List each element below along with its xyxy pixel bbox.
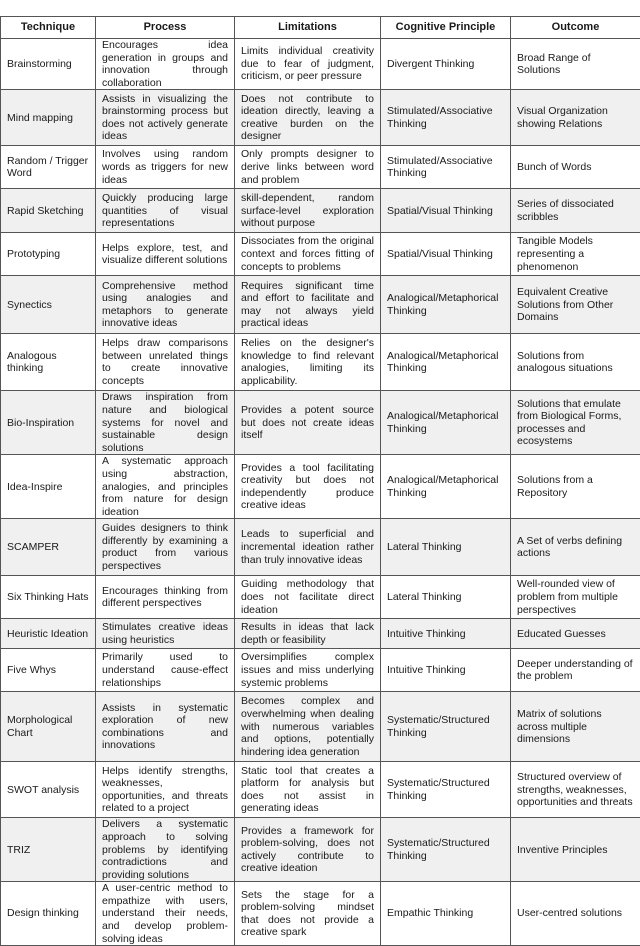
cell-limitations: Dissociates from the original context and forces fitting of concepts to problems — [235, 233, 381, 276]
cell-outcome: Solutions from a Repository — [511, 455, 640, 519]
techniques-table — [0, 16, 640, 946]
table-row — [1, 276, 640, 334]
cell-technique: SCAMPER — [1, 519, 96, 576]
cell-outcome: Equivalent Creative Solutions from Other Domains — [511, 276, 640, 334]
cell-principle: Intuitive Thinking — [381, 619, 511, 649]
cell-principle: Analogical/Metaphorical Thinking — [381, 391, 511, 455]
table-row — [1, 455, 640, 519]
cell-process: Draws inspiration from nature and biological systems for novel and sustainable design solutions — [96, 391, 235, 455]
cell-outcome: Structured overview of strengths, weaknesses, opportunities and threats — [511, 762, 640, 818]
cell-technique: Bio-Inspiration — [1, 391, 96, 455]
cell-process: Primarily used to understand cause-effect relationships — [96, 649, 235, 692]
cell-limitations: Oversimplifies complex issues and miss underlying systemic problems — [235, 649, 381, 692]
cell-process: Assists in visualizing the brainstorming process but does not actively generate ideas — [96, 90, 235, 146]
cell-limitations: Provides a framework for problem-solving, does not actively contribute to creative ideation — [235, 818, 381, 882]
cell-outcome: Educated Guesses — [511, 619, 640, 649]
table-header-row — [1, 17, 640, 39]
cell-outcome: Inventive Principles — [511, 818, 640, 882]
cell-limitations: Becomes complex and overwhelming when dealing with numerous variables and options, potentially hindering idea generation — [235, 692, 381, 762]
cell-principle: Analogical/Metaphorical Thinking — [381, 455, 511, 519]
table-row — [1, 619, 640, 649]
cell-process: Quickly producing large quantities of visual representations — [96, 189, 235, 233]
cell-process: Encourages idea generation in groups and innovation through collaboration — [96, 39, 235, 90]
cell-limitations: Sets the stage for a problem-solving mindset that does not provide a creative spark — [235, 882, 381, 946]
table-row — [1, 146, 640, 189]
cell-principle: Analogical/Metaphorical Thinking — [381, 276, 511, 334]
cell-technique: Mind mapping — [1, 90, 96, 146]
cell-limitations: Guiding methodology that does not facilitate direct ideation — [235, 576, 381, 619]
cell-principle: Systematic/Structured Thinking — [381, 818, 511, 882]
table-row — [1, 189, 640, 233]
header-outcome: Outcome — [511, 17, 640, 39]
cell-process: Helps identify strengths, weaknesses, opportunities, and threats related to a project — [96, 762, 235, 818]
header-technique: Technique — [1, 17, 96, 39]
cell-outcome: Solutions that emulate from Biological Forms, processes and ecosystems — [511, 391, 640, 455]
cell-outcome: A Set of verbs defining actions — [511, 519, 640, 576]
cell-principle: Spatial/Visual Thinking — [381, 189, 511, 233]
cell-process: Guides designers to think differently by examining a product from various perspectives — [96, 519, 235, 576]
cell-principle: Spatial/Visual Thinking — [381, 233, 511, 276]
cell-outcome: Bunch of Words — [511, 146, 640, 189]
cell-principle: Stimulated/Associative Thinking — [381, 146, 511, 189]
cell-principle: Analogical/Metaphorical Thinking — [381, 334, 511, 391]
cell-limitations: Provides a tool facilitating creativity but does not independently produce creative ideas — [235, 455, 381, 519]
cell-technique: Brainstorming — [1, 39, 96, 90]
cell-limitations: Limits individual creativity due to fear of judgment, criticism, or peer pressure — [235, 39, 381, 90]
cell-limitations: Does not contribute to ideation directly, leaving a creative burden on the designer — [235, 90, 381, 146]
cell-principle: Divergent Thinking — [381, 39, 511, 90]
cell-principle: Systematic/Structured Thinking — [381, 762, 511, 818]
cell-process: Comprehensive method using analogies and metaphors to generate innovative ideas — [96, 276, 235, 334]
cell-limitations: Results in ideas that lack depth or feasibility — [235, 619, 381, 649]
table-row — [1, 882, 640, 946]
cell-technique: Synectics — [1, 276, 96, 334]
cell-technique: SWOT analysis — [1, 762, 96, 818]
cell-process: A systematic approach using abstraction, analogies, and principles from nature for design ideation — [96, 455, 235, 519]
cell-principle: Empathic Thinking — [381, 882, 511, 946]
cell-outcome: Broad Range of Solutions — [511, 39, 640, 90]
cell-principle: Lateral Thinking — [381, 519, 511, 576]
table-row — [1, 334, 640, 391]
table-row — [1, 818, 640, 882]
table-row — [1, 692, 640, 762]
cell-outcome: Deeper understanding of the problem — [511, 649, 640, 692]
cell-process: Assists in systematic exploration of new combinations and innovations — [96, 692, 235, 762]
header-process: Process — [96, 17, 235, 39]
cell-outcome: Tangible Models representing a phenomenon — [511, 233, 640, 276]
table-row — [1, 649, 640, 692]
cell-process: Helps draw comparisons between unrelated things to create innovative concepts — [96, 334, 235, 391]
cell-process: A user-centric method to empathize with users, understand their needs, and develop problem-solving ideas — [96, 882, 235, 946]
cell-process: Involves using random words as triggers for new ideas — [96, 146, 235, 189]
cell-outcome: Series of dissociated scribbles — [511, 189, 640, 233]
cell-technique: Prototyping — [1, 233, 96, 276]
cell-technique: Random / Trigger Word — [1, 146, 96, 189]
cell-technique: Rapid Sketching — [1, 189, 96, 233]
cell-process: Helps explore, test, and visualize different solutions — [96, 233, 235, 276]
cell-principle: Systematic/Structured Thinking — [381, 692, 511, 762]
cell-technique: Five Whys — [1, 649, 96, 692]
table-row — [1, 762, 640, 818]
cell-process: Encourages thinking from different perspectives — [96, 576, 235, 619]
cell-outcome: Solutions from analogous situations — [511, 334, 640, 391]
table-row — [1, 233, 640, 276]
cell-technique: Idea-Inspire — [1, 455, 96, 519]
cell-outcome: Visual Organization showing Relations — [511, 90, 640, 146]
cell-principle: Lateral Thinking — [381, 576, 511, 619]
cell-technique: Heuristic Ideation — [1, 619, 96, 649]
cell-outcome: Well-rounded view of problem from multiple perspectives — [511, 576, 640, 619]
cell-limitations: Requires significant time and effort to facilitate and may not always yield practical ideas — [235, 276, 381, 334]
cell-limitations: Provides a potent source but does not create ideas itself — [235, 391, 381, 455]
cell-outcome: Matrix of solutions across multiple dimensions — [511, 692, 640, 762]
cell-technique: Design thinking — [1, 882, 96, 946]
cell-outcome: User-centred solutions — [511, 882, 640, 946]
header-cognitive-principle: Cognitive Principle — [381, 17, 511, 39]
cell-limitations: Relies on the designer's knowledge to find relevant analogies, limiting its applicability. — [235, 334, 381, 391]
cell-technique: TRIZ — [1, 818, 96, 882]
cell-process: Stimulates creative ideas using heuristics — [96, 619, 235, 649]
table-row — [1, 391, 640, 455]
table-row — [1, 519, 640, 576]
cell-technique: Morphological Chart — [1, 692, 96, 762]
cell-limitations: Only prompts designer to derive links between word and problem — [235, 146, 381, 189]
cell-process: Delivers a systematic approach to solving problems by identifying contradictions and providing solutions — [96, 818, 235, 882]
table-row — [1, 90, 640, 146]
cell-principle: Stimulated/Associative Thinking — [381, 90, 511, 146]
cell-principle: Intuitive Thinking — [381, 649, 511, 692]
cell-limitations: Static tool that creates a platform for analysis but does not assist in generating ideas — [235, 762, 381, 818]
table-body — [1, 39, 640, 946]
cell-limitations: Leads to superficial and incremental ideation rather than truly innovative ideas — [235, 519, 381, 576]
cell-technique: Analogous thinking — [1, 334, 96, 391]
table-row — [1, 39, 640, 90]
table-row — [1, 576, 640, 619]
cell-technique: Six Thinking Hats — [1, 576, 96, 619]
cell-limitations: skill-dependent, random surface-level exploration without purpose — [235, 189, 381, 233]
header-limitations: Limitations — [235, 17, 381, 39]
